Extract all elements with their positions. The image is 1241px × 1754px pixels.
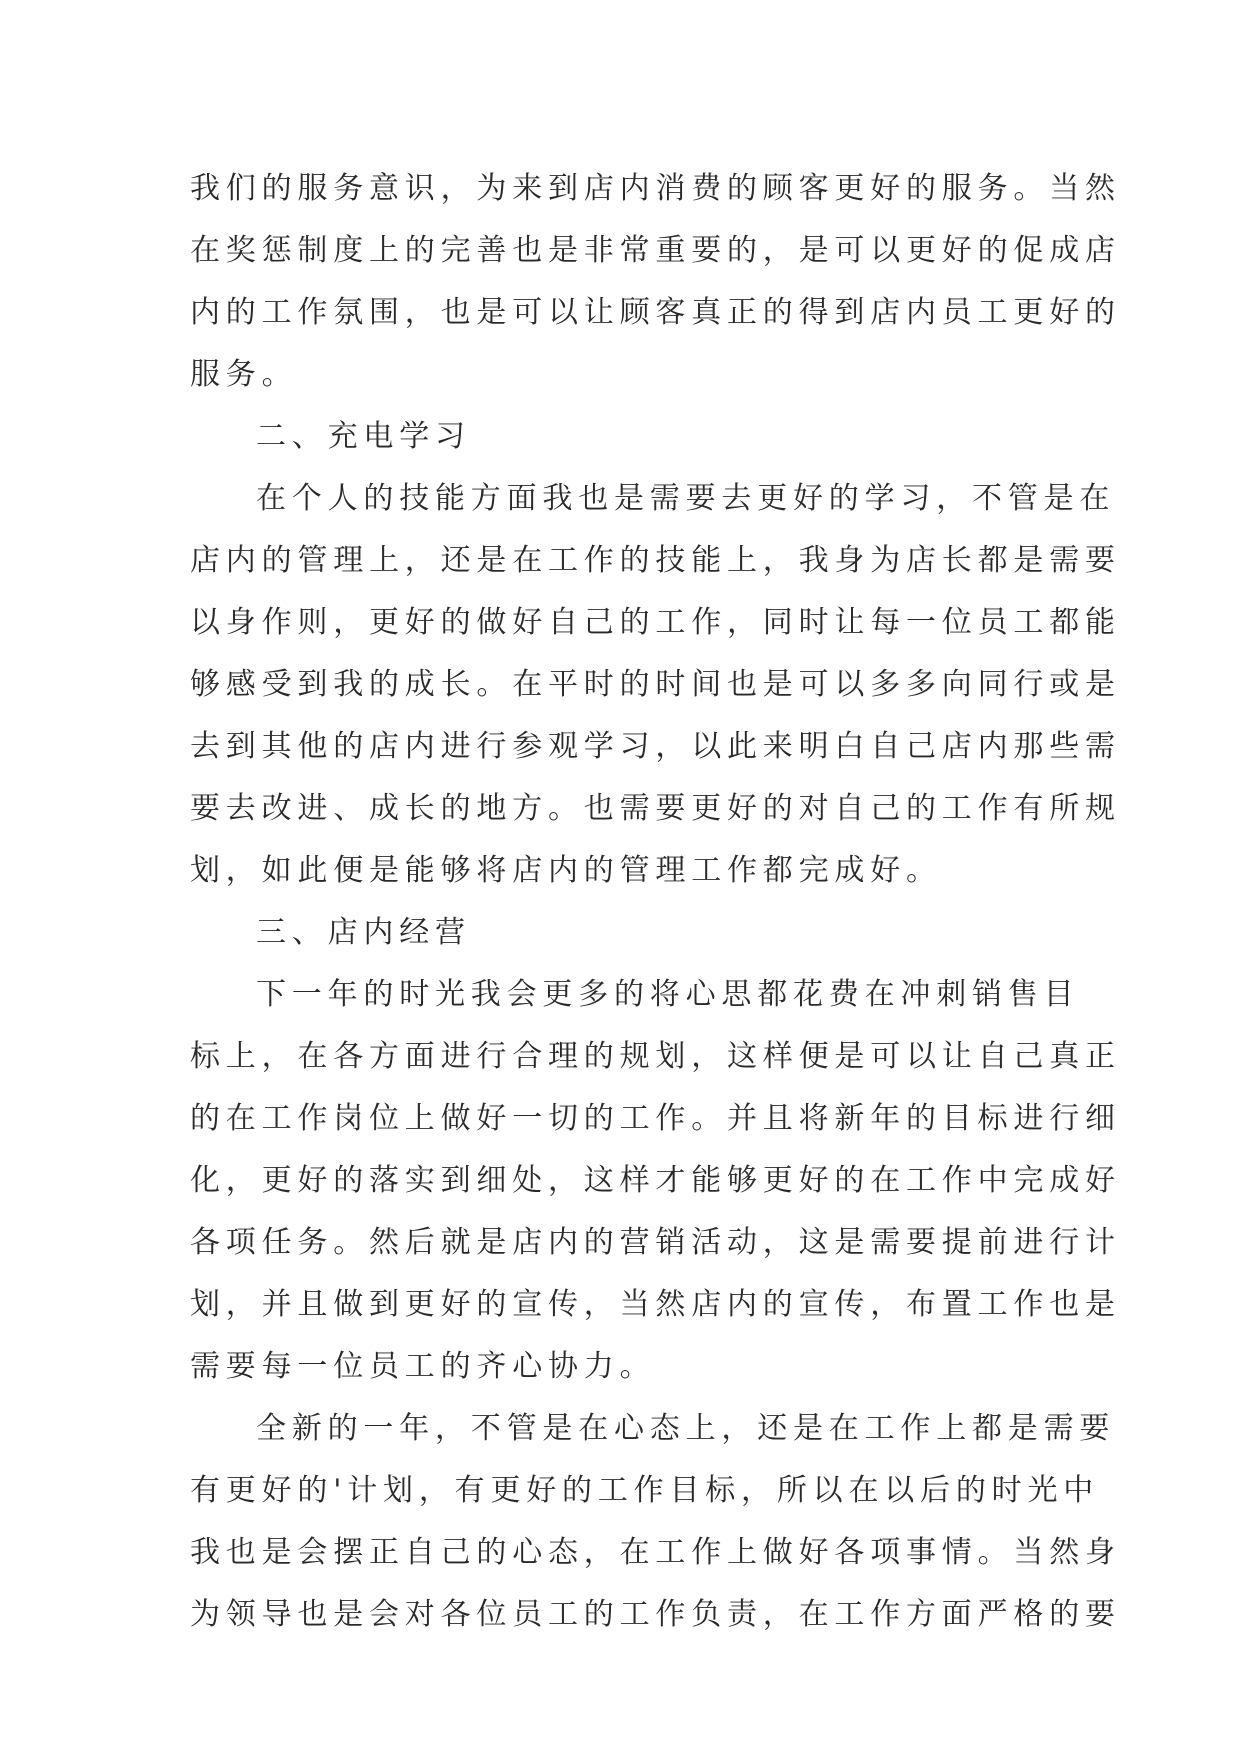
text-line-22: 有更好的'计划，有更好的工作目标，所以在以后的时光中 — [190, 1473, 1100, 1508]
text-line-17: 化，更好的落实到细处，这样才能够更好的在工作中完成好 — [190, 1163, 1121, 1198]
text-line-4: 服务。 — [190, 357, 298, 392]
text-line-21: 全新的一年，不管是在心态上，还是在工作上都是需要 — [256, 1411, 1116, 1446]
text-line-6: 在个人的技能方面我也是需要去更好的学习，不管是在 — [256, 481, 1116, 516]
text-line-24: 为领导也是会对各位员工的工作负责，在工作方面严格的要 — [190, 1597, 1121, 1632]
text-line-18: 各项任务。然后就是店内的营销活动，这是需要提前进行计 — [190, 1225, 1121, 1260]
text-line-8: 以身作则，更好的做好自己的工作，同时让每一位员工都能 — [190, 605, 1121, 640]
text-line-15: 标上，在各方面进行合理的规划，这样便是可以让自己真正 — [190, 1039, 1121, 1074]
text-line-10: 去到其他的店内进行参观学习，以此来明白自己店内那些需 — [190, 729, 1121, 764]
section-heading-2: 二、充电学习 — [256, 419, 471, 454]
text-line-9: 够感受到我的成长。在平时的时间也是可以多多向同行或是 — [190, 667, 1121, 702]
text-line-7: 店内的管理上，还是在工作的技能上，我身为店长都是需要 — [190, 543, 1121, 578]
text-line-16: 的在工作岗位上做好一切的工作。并且将新年的目标进行细 — [190, 1101, 1121, 1136]
text-line-3: 内的工作氛围，也是可以让顾客真正的得到店内员工更好的 — [190, 295, 1121, 330]
text-line-1: 我们的服务意识，为来到店内消费的顾客更好的服务。当然 — [190, 171, 1121, 206]
section-heading-3: 三、店内经营 — [256, 915, 471, 950]
text-line-20: 需要每一位员工的齐心协力。 — [190, 1349, 656, 1384]
text-line-19: 划，并且做到更好的宣传，当然店内的宣传，布置工作也是 — [190, 1287, 1121, 1322]
text-line-2: 在奖惩制度上的完善也是非常重要的，是可以更好的促成店 — [190, 233, 1121, 268]
text-line-11: 要去改进、成长的地方。也需要更好的对自己的工作有所规 — [190, 791, 1121, 826]
text-line-14: 下一年的时光我会更多的将心思都花费在冲刺销售目 — [256, 977, 1080, 1012]
text-line-12: 划，如此便是能够将店内的管理工作都完成好。 — [190, 853, 942, 888]
text-line-23: 我也是会摆正自己的心态，在工作上做好各项事情。当然身 — [190, 1535, 1121, 1570]
document-page — [190, 158, 1121, 1646]
